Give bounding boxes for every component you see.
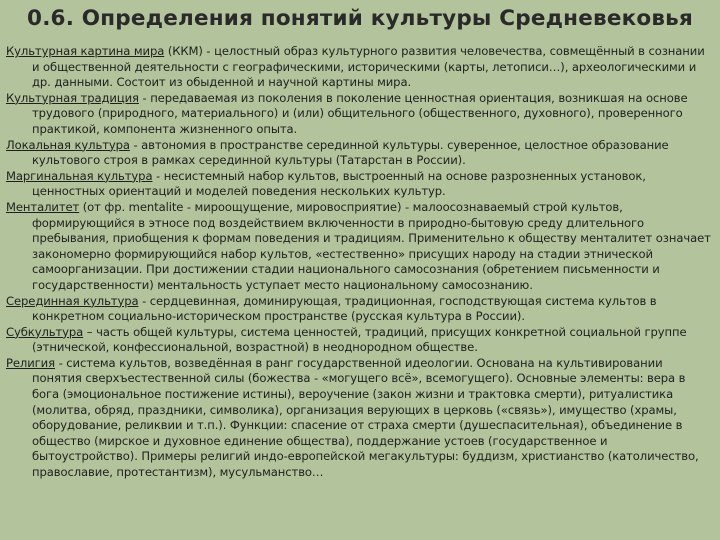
definition-text: - сердцевинная, доминирующая, традиционная, господствующая система культов в конкретном социально-историческом пространстве (русская культура в России).	[32, 293, 657, 324]
definition-term: Серединная культура	[6, 293, 139, 308]
definition-text: (ККМ) - целостный образ культурного развития человечества, совмещённый в сознании и общественной деятельности с географическими, историческими (карты, летописи…), археологическими и др. данными. Состоит из обыденной и научной картины мира.	[32, 44, 705, 90]
definition-entry	[6, 325, 714, 356]
definition-term: Маргинальная культура	[6, 168, 153, 183]
definition-term: Культурная традиция	[6, 90, 139, 105]
definition-text: - система культов, возведённая в ранг государственной идеологии. Основана на культивировании понятия сверхъестественной силы (божества - «могущего всё», всемогущего). Основные элементы: вера в бога (эмоциональное постижение истины), вероучение (закон жизни и трактовка смерти), ритуалистика (молитва, обряд, праздники, символика), организация верующих в церковь («связь»), имущество (храмы, оборудование, реликвии и т.п.). Функции: спасение от страха смерти (душеспасительная), объединение в общество (мирское и духовное единение общества), поддержание устоев (государственное и бытоустройство). Примеры религий индо-европейской мегакультуры: буддизм, христианство (католичество, православие, протестантизм), мусульманство…	[32, 355, 699, 480]
slide-title: 0.6. Определения понятий культуры Средневековья	[27, 6, 693, 31]
definition-term: Культурная картина мира	[6, 44, 165, 58]
definition-entry	[6, 44, 714, 91]
definitions-list	[6, 44, 714, 481]
definition-text: (от фр. mentalite - мироощущение, мировосприятие) - малоосознаваемый строй культов, формирующийся в этносе под воздействием включенности в природно-бытовую среду длительного пребывания, приобщения к формам поведения и традициям. Применительно к обществу менталитет означает закономерно формирующийся набор культов, «естественно» присущих народу на стадии этнической самоорганизации. При достижении стадии национального самосознания (обретением письменности и государственности) ментальность уступает место национальному самосознанию.	[32, 199, 711, 292]
definition-entry	[6, 91, 714, 138]
definition-text: - несистемный набор культов, выстроенный на основе разрозненных установок, ценностных ориентаций и моделей поведения нескольких культур.	[32, 168, 646, 199]
definition-entry	[6, 294, 714, 325]
definition-entry	[6, 169, 714, 200]
definition-text: - передаваемая из поколения в поколение ценностная ориентация, возникшая на основе трудового (природного, материального) и (или) общительного (общественного, духовного), проверенного практикой, компонента жизненного опыта.	[32, 90, 688, 136]
definition-term: Субкультура	[6, 324, 84, 339]
definition-text: - автономия в пространстве серединной культуры. суверенное, целостное образование культового строя в рамках серединной культуры (Татарстан в России).	[32, 137, 669, 168]
definition-term: Локальная культура	[6, 137, 130, 152]
definition-term: Менталитет	[6, 199, 80, 214]
definition-entry	[6, 200, 714, 294]
definition-entry	[6, 356, 714, 481]
definition-text: – часть общей культуры, система ценностей, традиций, присущих конкретной социальной группе (этнической, конфессиональной, возрастной) в неоднородном обществе.	[32, 324, 687, 355]
definition-term: Религия	[6, 355, 55, 370]
definition-entry	[6, 138, 714, 169]
